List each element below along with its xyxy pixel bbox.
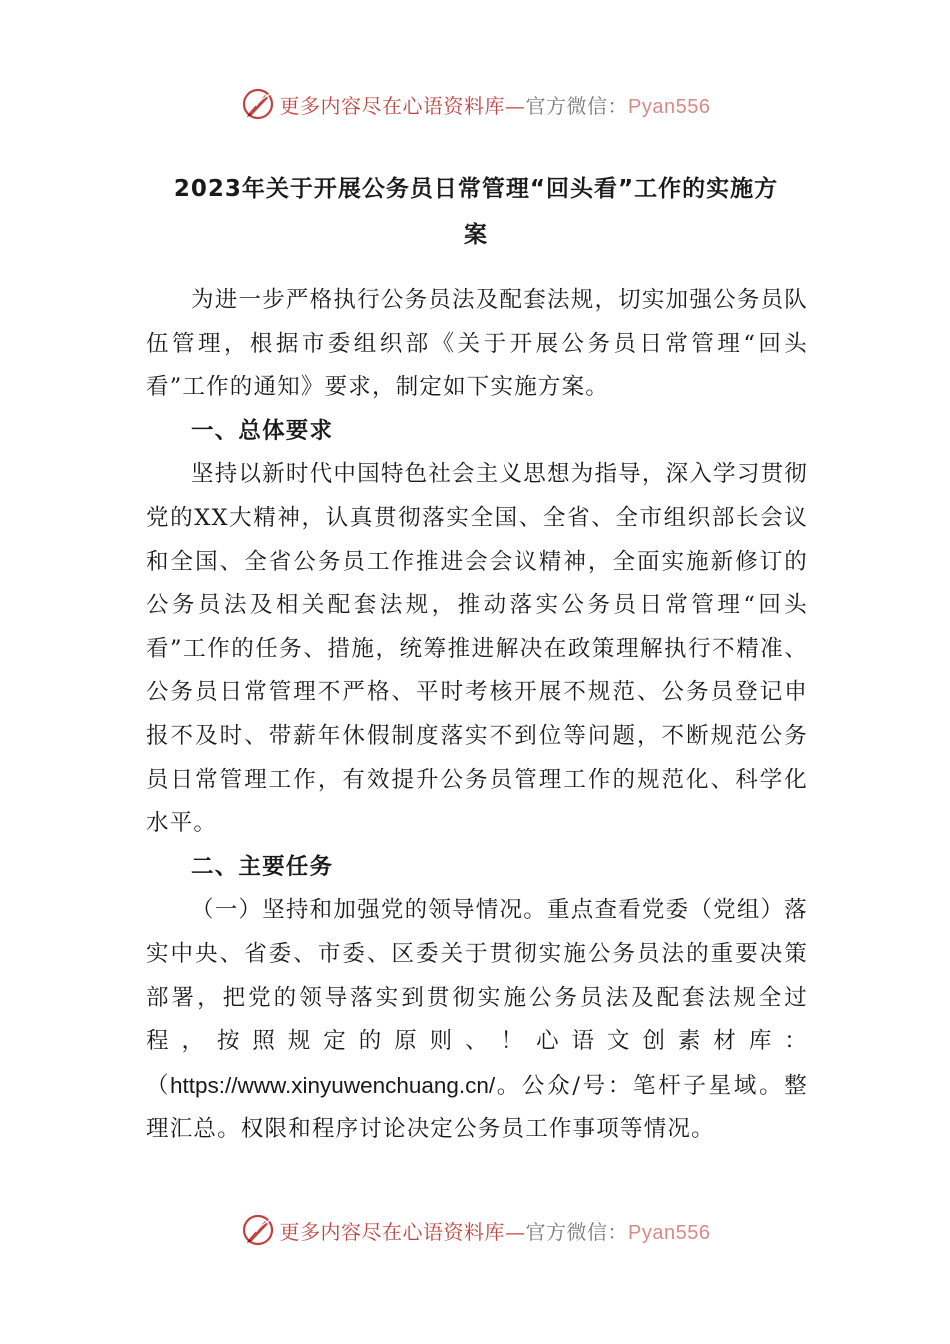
- public-account-text: 。公众/号：笔杆子星域。: [495, 1072, 785, 1099]
- watermark-banner-top: [0, 84, 950, 124]
- section-heading-tasks: 二、主要任务: [191, 853, 334, 880]
- watermark-text: 更多内容尽在心语资料库—官方微信：Pyan556: [279, 93, 711, 118]
- intro-paragraph: 为进一步严格执行公务员法及配套法规，切实加强公务员队伍管理，根据市委组织部《关于开展公务员日常管理“回头看”工作的通知》要求，制定如下实施方案。: [146, 287, 808, 401]
- title-line-2: 案: [464, 222, 488, 248]
- document-body: [146, 279, 808, 1152]
- task-item-1-text: （一）坚持和加强党的领导情况。重点查看党委（党组）落实中央、省委、市委、区委关于贯彻实施公务员法的重要决策部署，把党的领导落实到贯彻实施公务员法及配套法规全过程，按照规定的原则、！心语文创素材库：: [146, 897, 808, 1055]
- watermark-text: 更多内容尽在心语资料库—官方微信：Pyan556: [279, 1219, 711, 1244]
- document-title: [148, 166, 804, 258]
- task-item-1-paragraph: [146, 889, 808, 1152]
- source-url: （https://www.xinyuwenchuang.cn/: [146, 1072, 496, 1098]
- quill-logo-icon: [240, 1212, 276, 1248]
- general-requirements-paragraph: 坚持以新时代中国特色社会主义思想为指导，深入学习贯彻党的XX大精神，认真贯彻落实全国、全省、全市组织部长会议和全国、全省公务员工作推进会会议精神，全面实施新修订的公务员法及相关配套法规，推动落实公务员日常管理“回头看”工作的任务、措施，统筹推进解决在政策理解执行不精准、公务员日常管理不严格、平时考核开展不规范、公务员登记申报不及时、带薪年休假制度落实不到位等问题，不断规范公务员日常管理工作，有效提升公务员管理工作的规范化、科学化水平。: [146, 461, 808, 837]
- section-heading-general: 一、总体要求: [191, 417, 334, 444]
- watermark-banner-bottom: [0, 1210, 950, 1250]
- title-line-1: 2023年关于开展公务员日常管理“回头看”工作的实施方: [173, 176, 779, 202]
- quill-logo-icon: [240, 86, 276, 122]
- task-item-1-ending: 整理汇总。权限和程序讨论决定公务员工作事项等情况。: [146, 1072, 808, 1143]
